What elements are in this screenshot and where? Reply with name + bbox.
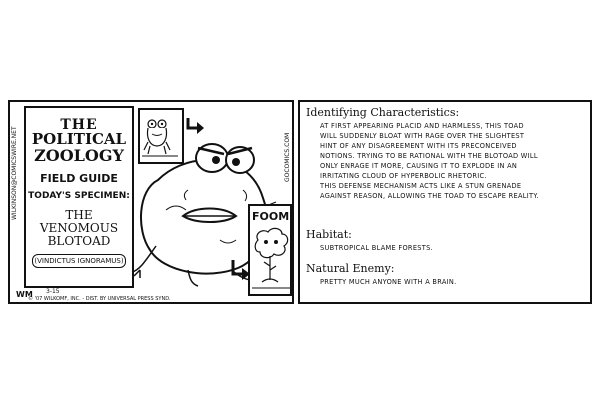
specimen-name-2: VENOMOUS xyxy=(39,221,119,235)
comic-panel-right xyxy=(298,100,592,304)
identifying-line: IRRITATING CLOUD OF HYPERBOLIC RHETORIC. xyxy=(320,172,487,180)
guide-title-the: THE xyxy=(60,117,98,133)
arrow-right-icon xyxy=(186,116,206,138)
artist-email-credit: WILKINSON@COMICSWIRE.NET xyxy=(11,126,18,220)
comic-panel-left xyxy=(8,100,294,304)
guide-title-political: POLITICAL xyxy=(31,130,127,148)
artist-signature: WM xyxy=(16,290,33,299)
identifying-line: THIS DEFENSE MECHANISM ACTS LIKE A STUN GRENADE xyxy=(320,182,522,190)
identifying-characteristics-section xyxy=(306,106,590,201)
identifying-line: AGAINST REASON, ALLOWING THE TOAD TO ESCAPE REALITY. xyxy=(320,192,539,200)
enemy-title: Natural Enemy: xyxy=(306,262,395,275)
publication-date: 3-15 xyxy=(46,288,60,295)
identifying-title: Identifying Characteristics: xyxy=(306,106,460,119)
arrow-right-icon xyxy=(230,258,252,282)
natural-enemy-section xyxy=(306,262,590,287)
habitat-section xyxy=(306,228,590,253)
website-credit: GOCOMICS.COM xyxy=(284,132,291,182)
identifying-body xyxy=(320,121,590,201)
specimen-label: TODAY'S SPECIMEN: xyxy=(28,191,130,201)
field-guide-box xyxy=(24,106,134,288)
scientific-name: (VINDICTUS IGNORAMUS) xyxy=(32,254,126,268)
habitat-body: SUBTROPICAL BLAME FORESTS. xyxy=(320,244,433,252)
specimen-name-3: BLOTOAD xyxy=(47,234,111,248)
identifying-line: WILL SUDDENLY BLOAT WITH RAGE OVER THE SLIGHTEST xyxy=(320,132,525,140)
explosion-cloud-icon xyxy=(252,226,290,292)
identifying-line: HINT OF ANY DISAGREEMENT WITH ITS PRECONCEIVED xyxy=(320,142,517,150)
specimen-name-1: THE xyxy=(65,208,93,222)
guide-title-zoology: ZOOLOGY xyxy=(34,146,124,165)
copyright-notice: © '07 WILKOMF, INC. - DIST. BY UNIVERSAL PRESS SYND. xyxy=(28,296,171,302)
identifying-line: AT FIRST APPEARING PLACID AND HARMLESS, THIS TOAD xyxy=(320,122,524,130)
habitat-title: Habitat: xyxy=(306,228,352,241)
enemy-body: PRETTY MUCH ANYONE WITH A BRAIN. xyxy=(320,278,457,286)
foom-sound-effect: FOOM xyxy=(252,210,290,223)
foom-explosion-frame xyxy=(248,204,292,296)
guide-subtitle: FIELD GUIDE xyxy=(40,172,118,185)
small-frog-icon xyxy=(142,112,180,160)
calm-frog-frame xyxy=(138,108,184,164)
identifying-line: NOTIONS. TRYING TO BE RATIONAL WITH THE BLOTOAD WILL xyxy=(320,152,538,160)
identifying-line: ONLY ENRAGE IT MORE, CAUSING IT TO EXPLODE IN AN xyxy=(320,162,518,170)
